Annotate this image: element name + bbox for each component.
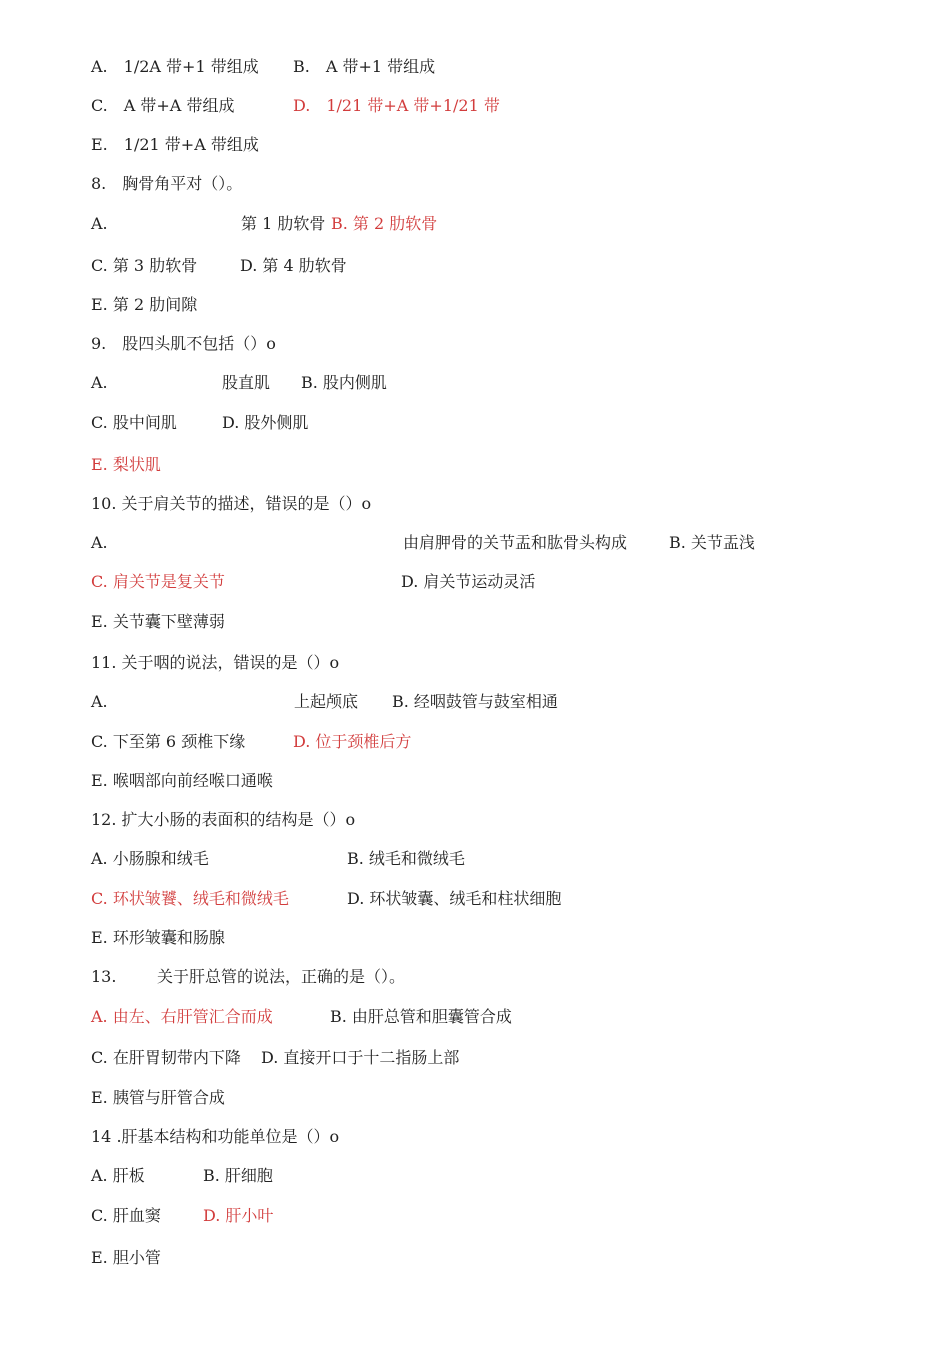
q14-option-b: B. 肝细胞 — [203, 1166, 273, 1185]
q10-option-c-answer: C. 肩关节是复关节 — [91, 572, 225, 591]
q11-option-c: C. 下至第 6 颈椎下缘 — [91, 732, 246, 751]
q8-option-d: D. 第 4 肋软骨 — [240, 256, 347, 275]
q14-stem: 14 .肝基本结构和功能单位是（）o — [91, 1127, 340, 1146]
q9-option-a-text: 股直肌 — [222, 373, 271, 392]
q9-option-a-label: A. — [91, 373, 108, 392]
q7-option-e: E. 1/21 带+A 带组成 — [91, 135, 259, 154]
q13-option-a-answer: A. 由左、右肝管汇合而成 — [91, 1007, 273, 1026]
q9-option-e-answer: E. 梨状肌 — [91, 455, 161, 474]
q12-option-e: E. 环形皱囊和肠腺 — [91, 928, 225, 947]
q7-option-a: A. 1/2A 带+1 带组成 — [91, 57, 259, 76]
q8-option-e: E. 第 2 肋间隙 — [91, 295, 198, 314]
q13-option-c: C. 在肝胃韧带内下降 — [91, 1048, 241, 1067]
q11-option-e: E. 喉咽部向前经喉口通喉 — [91, 771, 273, 790]
q14-option-e: E. 胆小管 — [91, 1248, 161, 1267]
q11-option-d-answer: D. 位于颈椎后方 — [293, 732, 412, 751]
q9-option-d: D. 股外侧肌 — [222, 413, 309, 432]
q7-option-b: B. A 带+1 带组成 — [293, 57, 436, 76]
q13-option-b: B. 由肝总管和胆囊管合成 — [330, 1007, 512, 1026]
q12-option-c-answer: C. 环状皱饕、绒毛和微绒毛 — [91, 889, 289, 908]
q10-option-a-label: A. — [91, 533, 108, 552]
q8-option-a-label: A. — [91, 214, 108, 233]
q10-option-a-text: 由肩胛骨的关节盂和肱骨头构成 — [403, 533, 628, 552]
q7-option-d-answer: D. 1/21 带+A 带+1/21 带 — [293, 96, 500, 115]
q14-option-a: A. 肝板 — [91, 1166, 145, 1185]
q10-option-d: D. 肩关节运动灵活 — [401, 572, 536, 591]
q10-option-b: B. 关节盂浅 — [669, 533, 755, 552]
q13-stem-number: 13. — [91, 967, 117, 986]
q11-stem: 11. 关于咽的说法，错误的是（）o — [91, 653, 340, 672]
q9-option-b: B. 股内侧肌 — [301, 373, 387, 392]
q10-option-e: E. 关节囊下壁薄弱 — [91, 612, 225, 631]
q12-option-a: A. 小肠腺和绒毛 — [91, 849, 209, 868]
q12-option-d: D. 环状皱囊、绒毛和柱状细胞 — [347, 889, 562, 908]
q7-option-c: C. A 带+A 带组成 — [91, 96, 235, 115]
q14-option-c: C. 肝血窦 — [91, 1206, 161, 1225]
q8-option-c: C. 第 3 肋软骨 — [91, 256, 198, 275]
q10-stem: 10. 关于肩关节的描述，错误的是（）o — [91, 494, 372, 513]
q13-stem-text: 关于肝总管的说法，正确的是（）。 — [157, 967, 406, 986]
q9-stem: 9. 股四头肌不包括（）o — [91, 334, 276, 353]
q12-stem: 12. 扩大小肠的表面积的结构是（）o — [91, 810, 356, 829]
q8-stem: 8. 胸骨角平对（）。 — [91, 174, 243, 193]
q11-option-a-label: A. — [91, 692, 108, 711]
q14-option-d-answer: D. 肝小叶 — [203, 1206, 274, 1225]
q8-option-b-answer: B. 第 2 肋软骨 — [331, 214, 438, 233]
q12-option-b: B. 绒毛和微绒毛 — [347, 849, 465, 868]
q13-option-d: D. 直接开口于十二指肠上部 — [261, 1048, 460, 1067]
q8-option-a-text: 第 1 肋软骨 — [241, 214, 326, 233]
q13-option-e: E. 胰管与肝管合成 — [91, 1088, 225, 1107]
q11-option-b: B. 经咽鼓管与鼓室相通 — [392, 692, 558, 711]
q11-option-a-text: 上起颅底 — [294, 692, 359, 711]
q9-option-c: C. 股中间肌 — [91, 413, 177, 432]
